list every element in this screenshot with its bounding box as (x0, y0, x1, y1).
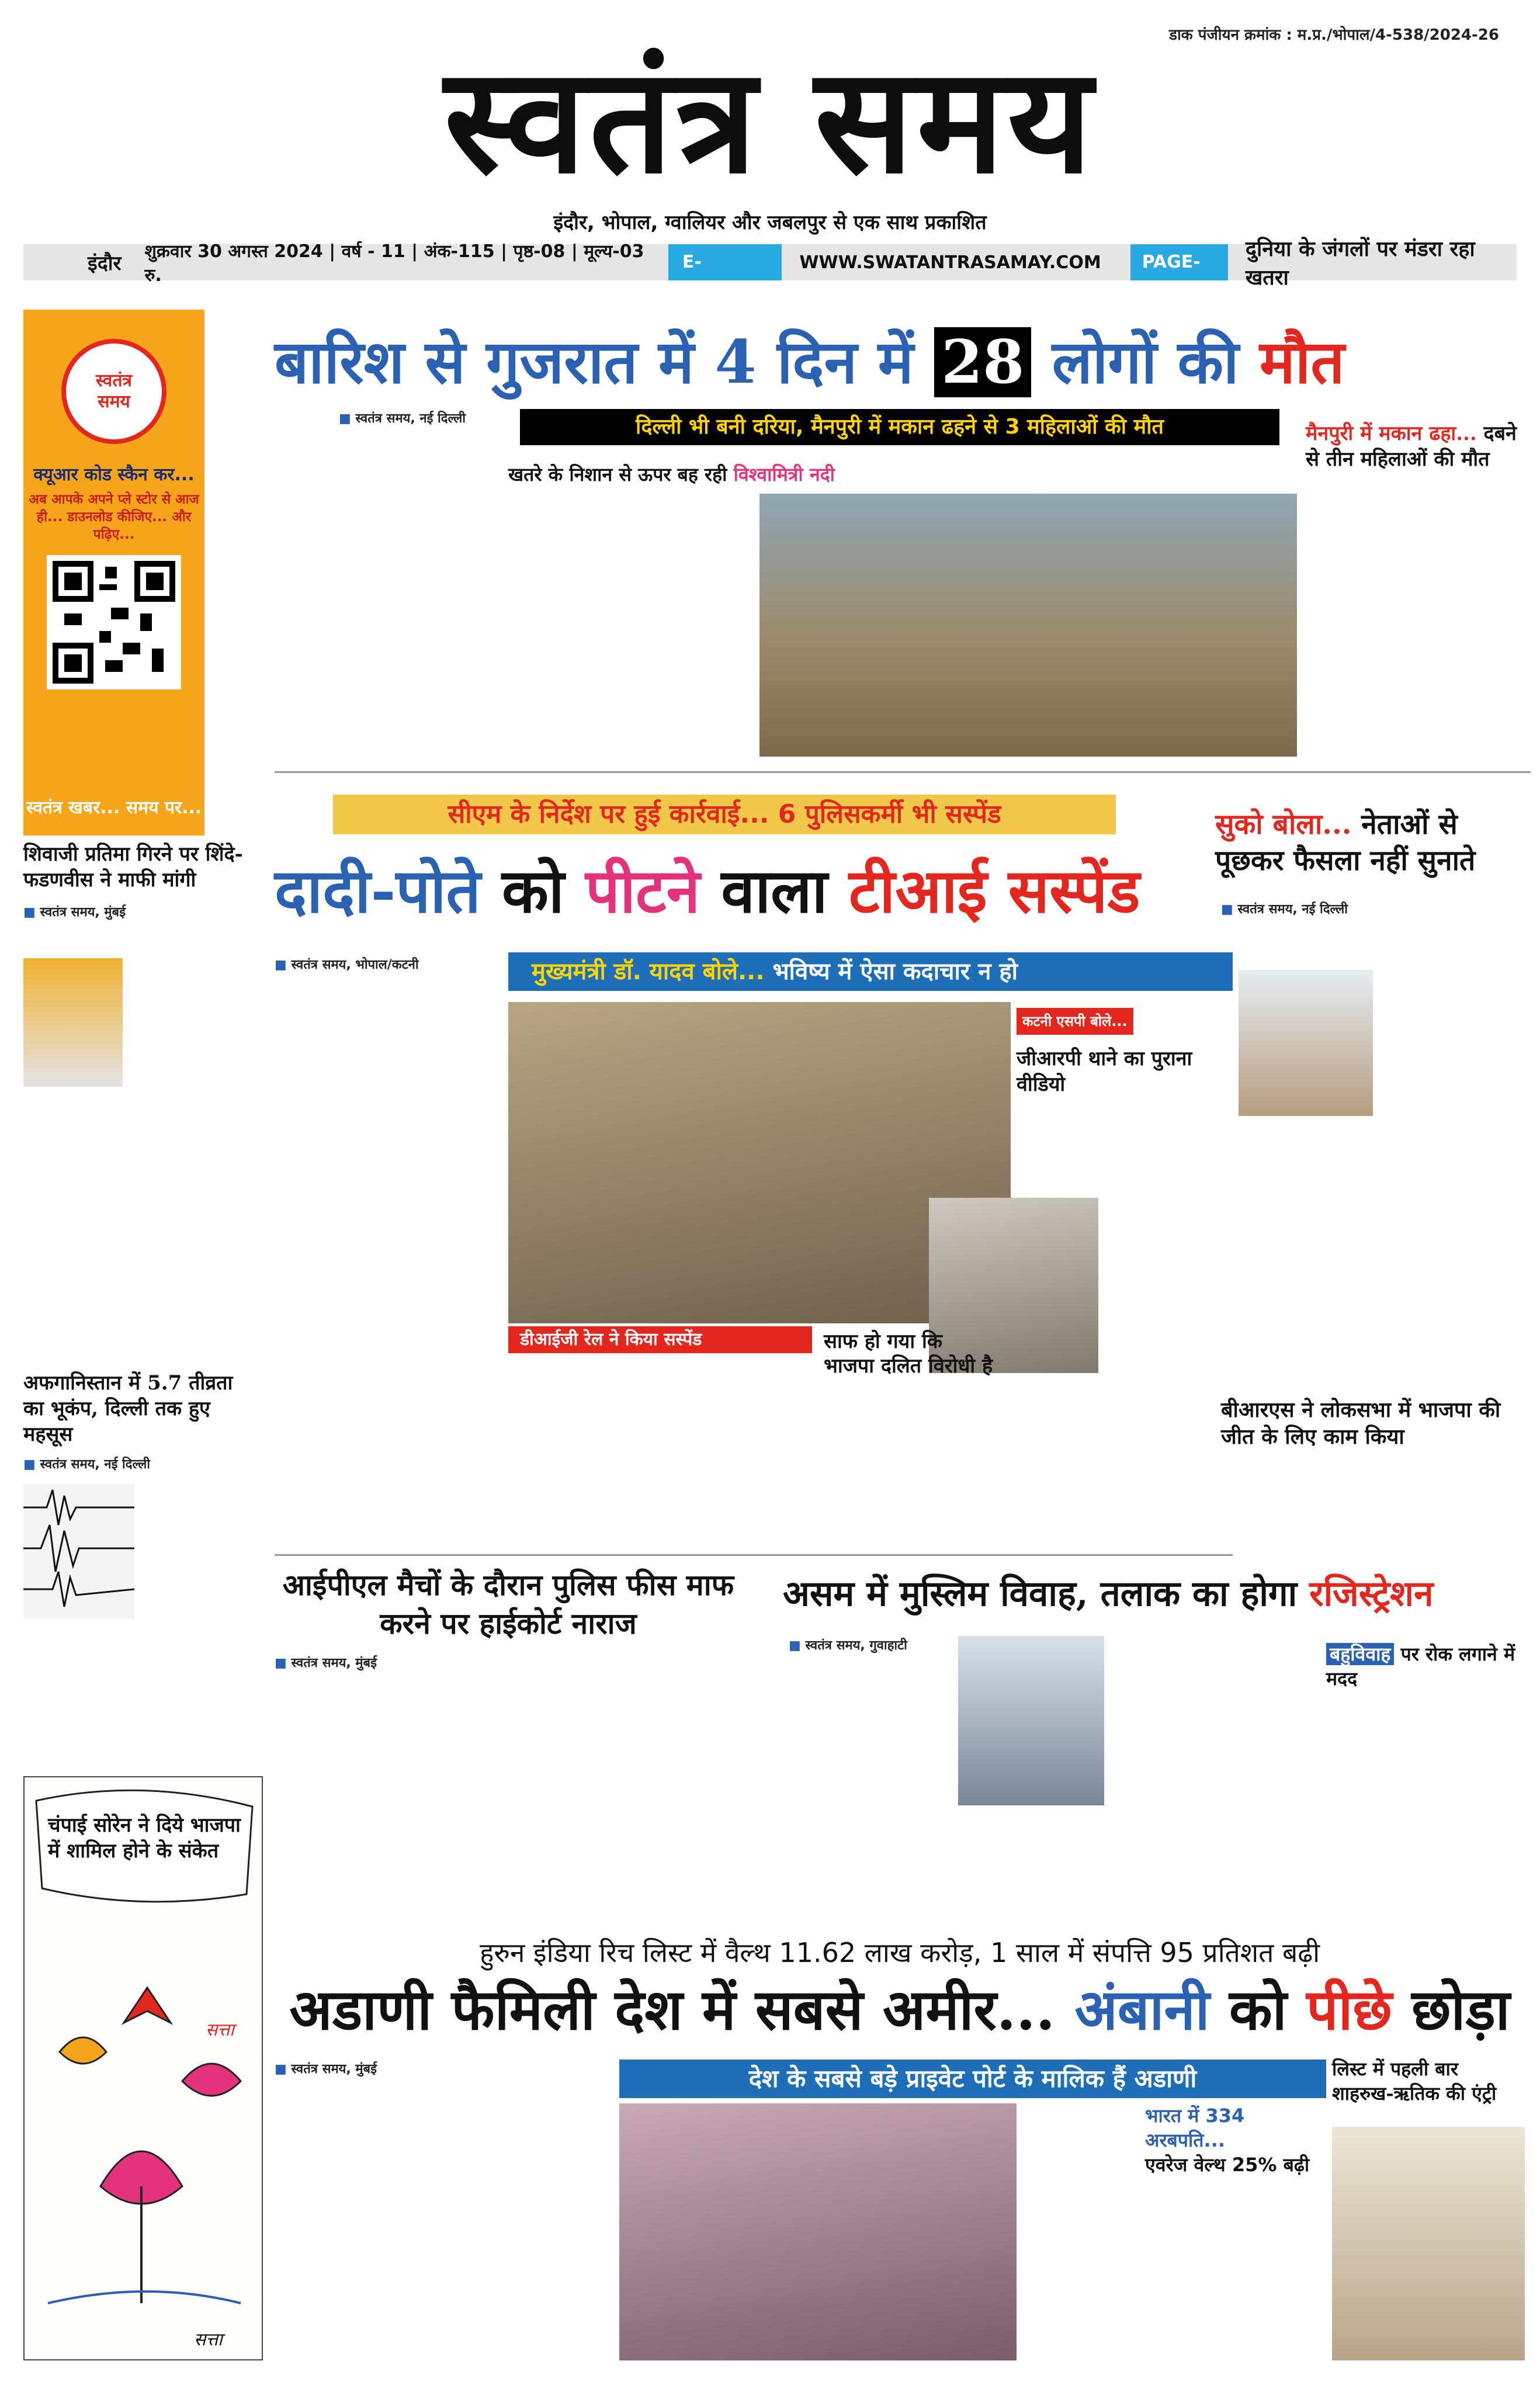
ti-kicker: सीएम के निर्देश पर हुई कार्रवाई... 6 पुलिसकर्मी भी सस्पेंड (333, 795, 1116, 834)
page-badge: PAGE- 4 (1130, 244, 1228, 280)
ipl-headline: आईपीएल मैचों के दौरान पुलिस फीस माफ करने पर हाईकोर्ट नाराज (282, 1568, 734, 1641)
photo-caption-river: विश्वामित्री नदी (733, 463, 835, 486)
shivaji-headline: शिवाजी प्रतिमा गिरने पर शिंदे-फडणवीस ने माफी मांगी (23, 843, 243, 892)
ti-headline (275, 853, 1233, 929)
download-instruction: अब आपके अपने प्ले स्टोर से आज ही... डाउनलोड कीजिए... और पढ़िए... (29, 492, 199, 542)
ti-quote-banner (508, 952, 1233, 991)
ipl-byline: ■ स्वतंत्र समय, मुंबई (275, 1653, 377, 1671)
logo-line-1: स्वतंत्र (95, 370, 132, 391)
shivaji-byline: ■ स्वतंत्र समय, मुंबई (23, 903, 126, 920)
editorial-cartoon (23, 1776, 263, 2360)
lead-byline: ■ स्वतंत्र समय, नई दिल्ली (339, 409, 466, 427)
sc-headline (1215, 806, 1531, 879)
ti-headline-pink: पीटने (585, 855, 700, 927)
cartoon-drawing-icon (25, 1777, 264, 2362)
website-link[interactable]: WWW.SWATANTRASAMAY.COM (799, 252, 1101, 273)
lead-headline-number: 28 (934, 327, 1031, 397)
shivaji-body (129, 923, 263, 1332)
ti-body (275, 1002, 508, 1586)
assam-headline-red: रजिस्ट्रेशन (1309, 1573, 1434, 1614)
billionaires-label-text: एवरेज वेल्थ 25% बढ़ी (1145, 2154, 1310, 2176)
adani-family-photo (619, 2103, 1017, 2360)
shinde-photo (23, 958, 123, 1087)
adani-headline-blue: अंबानी (1074, 1977, 1210, 2043)
earthquake-headline: अफगानिस्तान में 5.7 तीव्रता का भूकंप, दिल्ली तक हुए महसूस (23, 1371, 233, 1446)
list-side-photo (1332, 2127, 1525, 2360)
earthquake-byline: ■ स्वतंत्र समय, नई दिल्ली (23, 1455, 150, 1472)
ti-byline: ■ स्वतंत्र समय, भोपाल/कटनी (275, 955, 419, 973)
assam-byline: ■ स्वतंत्र समय, गुवाहाटी (789, 1636, 907, 1653)
lead-photo-caption (508, 462, 835, 487)
app-download-ad (23, 310, 204, 836)
epaper-badge[interactable]: E- PAPER (668, 244, 782, 280)
list-headline: लिस्ट में पहली बार शाहरुख-ऋतिक की एंट्री (1332, 2058, 1497, 2105)
sc-body (1221, 935, 1525, 1367)
adani-headline (275, 1975, 1525, 2045)
billionaires-label (1145, 2103, 1320, 2177)
mainpuri-headline (1306, 421, 1528, 472)
lead-subhead: दिल्ली भी बनी दरिया, मैनपुरी में मकान ढहने से 3 महिलाओं की मौत (520, 409, 1279, 445)
seismograph-icon (23, 1484, 134, 1618)
polygamy-headline-text: पर रोक लगाने में मदद (1326, 1643, 1515, 1690)
inside-page-teaser: दुनिया के जंगलों पर मंडरा रहा खतरा (1245, 237, 1475, 290)
lead-body (275, 444, 502, 754)
sc-headline-text: नेताओं से पूछकर फैसला नहीं सुनाते (1215, 808, 1476, 877)
lead-headline-emphasis: मौत (1259, 327, 1345, 397)
adani-headline-black-2: को (1229, 1977, 1287, 2043)
adani-byline: ■ स्वतंत्र समय, मुंबई (275, 2060, 377, 2077)
lead-headline-part-2: लोगों की (1052, 327, 1239, 397)
adani-headline-black-3: छोड़ा (1411, 1977, 1510, 2043)
cartoon-label-top: सत्ता (206, 2020, 234, 2040)
mainpuri-headline-text: दबने से तीन महिलाओं की मौत (1306, 422, 1517, 471)
sc-headline-red: सुको बोला... (1215, 808, 1352, 841)
billionaires-label-blue: भारत में 334 अरबपति... (1145, 2105, 1245, 2151)
ti-headline-black-2: वाला (721, 855, 828, 927)
section-divider (275, 771, 1531, 773)
assam-headline (783, 1572, 1531, 1616)
newspaper-logo (61, 339, 167, 444)
qr-code-icon[interactable] (47, 555, 181, 689)
polygamy-headline-blue: बहुविवाह (1326, 1643, 1394, 1665)
dig-caption: डीआईजी रेल ने किया सस्पेंड (508, 1326, 812, 1353)
ti-headline-blue: दादी-पोते (275, 855, 481, 927)
assam-body (789, 1665, 1314, 1922)
newspaper-masthead: स्वतंत्र समय (444, 34, 1096, 206)
qr-scan-prompt: क्यूआर कोड स्कैन कर... (33, 464, 195, 485)
sp-headline: जीआरपी थाने का पुराना वीडियो (1017, 1047, 1192, 1096)
ipl-body (275, 1683, 742, 1922)
ti-quote-text: भविष्य में ऐसा कदाचार न हो (772, 958, 1018, 985)
section-divider (275, 1554, 1233, 1556)
assam-headline-text: असम में मुस्लिम विवाह, तलाक का होगा (783, 1573, 1298, 1614)
ti-headline-black-1: को (502, 855, 564, 927)
ad-slogan: स्वतंत्र खबर... समय पर... (26, 798, 202, 818)
adani-headline-red: पीछे (1306, 1977, 1392, 2043)
ti-quote-label: मुख्यमंत्री डॉ. यादव बोले... (532, 958, 765, 985)
earthquake-body (140, 1478, 263, 1700)
edition-info-bar (23, 237, 1517, 308)
mainpuri-body (1306, 514, 1528, 754)
adani-kicker: हुरुन इंडिया रिच लिस्ट में वैल्थ 11.62 लाख करोड़, 1 साल में संपत्ति 95 प्रतिशत बढ़ी (479, 1937, 1320, 1968)
mainpuri-headline-red: मैनपुरी में मकान ढहा... (1306, 422, 1477, 445)
cartoon-caption: चंपाई सोरेन ने दिये भाजपा में शामिल होने के संकेत (48, 1814, 241, 1863)
edition-city: इंदौर (88, 252, 122, 275)
ti-headline-red: टीआई सस्पेंड (848, 855, 1140, 927)
photo-caption-text: खतरे के निशान से ऊपर बह रही (508, 463, 727, 486)
edition-meta: शुक्रवार 30 अगस्त 2024 | वर्ष - 11 | अंक-115 | पृष्ठ-08 | मूल्य-03 रु. (144, 241, 644, 286)
brs-headline: बीआरएस ने लोकसभा में भाजपा की जीत के लिए काम किया (1221, 1398, 1501, 1449)
postal-registration: डाक पंजीयन क्रमांक : म.प्र./भोपाल/4-538/2024-26 (1169, 26, 1499, 44)
bjp-headline: साफ हो गया कि भाजपा दलित विरोधी है (824, 1330, 993, 1378)
logo-line-2: समय (98, 391, 130, 412)
masthead-tagline: इंदौर, भोपाल, ग्वालियर और जबलपुर से एक साथ प्रकाशित (553, 211, 987, 234)
adani-body (275, 2086, 619, 2360)
flood-photo (759, 494, 1297, 757)
lead-body-continued (508, 494, 754, 751)
adani-photo-banner: देश के सबसे बड़े प्राइवेट पोर्ट के मालिक हैं अडाणी (619, 2060, 1326, 2098)
sp-label: कटनी एसपी बोले... (1017, 1008, 1133, 1035)
polygamy-headline (1326, 1642, 1525, 1691)
lead-headline (275, 327, 1525, 397)
cartoon-label-bottom: सत्ता (194, 2329, 223, 2350)
lead-headline-part-1: बारिश से गुजरात में 4 दिन में (275, 327, 914, 397)
sc-byline: ■ स्वतंत्र समय, नई दिल्ली (1221, 900, 1348, 917)
adani-headline-black-1: अडाणी फैमिली देश में सबसे अमीर... (289, 1977, 1056, 2043)
